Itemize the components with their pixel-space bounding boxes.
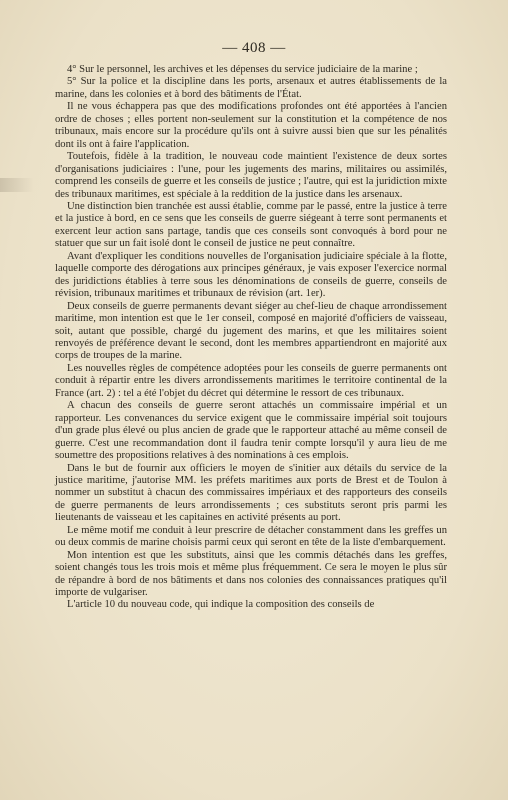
paragraph: L'article 10 du nouveau code, qui indique la composition des conseils de xyxy=(67,599,375,611)
paragraph: Dans le but de fournir aux officiers le moyen de s'initier aux détails du service de la justice maritime, j'autorise MM. les préfets maritimes aux ports de Brest et de Toulon à nommer un substitut à chacun des commissaires impériaux et des rapporteurs des conseils de guerre permanents de leurs arrondissements ; ces substituts seront pris parmi les lieutenants de vaisseau et les capitaines en activité présents au port. xyxy=(55,462,447,524)
paragraph: Les nouvelles règles de compétence adoptées pour les conseils de guerre permanents ont conduit à répartir entre les divers arrondissements maritimes le territoire continental de la France (art. 2) : tel a été l'objet du décret qui détermine le ressort de ces tribunaux. xyxy=(55,362,447,399)
page-number: — 408 — xyxy=(222,40,286,56)
paragraph: 4° Sur le personnel, les archives et les dépenses du service judiciaire de la marine ; xyxy=(67,64,418,75)
paragraph: Le même motif me conduit à leur prescrire de détacher constamment dans les greffes un ou deux commis de marine choisis parmi ceux qui seront en tête de la liste d'embarquement. xyxy=(55,524,447,549)
paragraph: Mon intention est que les substituts, ainsi que les commis détachés dans les greffes, soient changés tous les trois mois et même plus fréquemment. Ce sera le moyen le plus sûr de répandre à bord de nos bâtiments et dans nos colonies des connaissances pratiques qu'il importe de vulgariser. xyxy=(55,549,447,599)
body-text xyxy=(55,64,447,612)
paragraph: Toutefois, fidèle à la tradition, le nouveau code maintient l'existence de deux sortes d'organisations judiciaires : l'une, pour les jugements des marins, militaires ou assimilés, comprend les conseils de guerre et les conseils de justice ; l'autre, qui est la juridiction mixte des tribunaux maritimes, est spéciale à la reddition de la justice dans les arsenaux. xyxy=(55,151,447,200)
paragraph: Deux conseils de guerre permanents devant siéger au chef-lieu de chaque arrondissement maritime, mon intention est que le 1er conseil, composé en majorité d'officiers de vaisseau, soit, autant que possible, chargé du jugement des marins, et que les militaires soient renvoyés de préférence devant le second, dont les membres appartiendront en majorité aux corps de troupes de la marine. xyxy=(55,300,447,362)
margin-mark xyxy=(0,178,34,192)
paragraph: Avant d'expliquer les conditions nouvelles de l'organisation judiciaire spéciale à la flotte, laquelle comporte des dérogations aux principes généraux, je vais exposer l'exercice normal des juridictions établies à terre sous les dénominations de conseils de guerre, conseils de révision, tribunaux maritimes et tribunaux de révision (art. 1er). xyxy=(55,250,447,300)
paragraph: Une distinction bien tranchée est aussi établie, comme par le passé, entre la justice à terre et la justice à bord, en ce sens que les conseils de guerre siégeant à terre sont permanents et exercent leur action sans partage, tandis que ces conseils sont convoqués à bord pour ne statuer que sur un fait isolé dont le conseil de justice ne peut connaître. xyxy=(55,200,447,250)
paragraph: A chacun des conseils de guerre seront attachés un commissaire impérial et un rapporteur. Les convenances du service exigent que le commissaire impérial soit toujours d'un grade plus élevé ou plus ancien de grade que le rapporteur attaché au même conseil de guerre. C'est une recommandation dont il faudra tenir compte lorsqu'il y aura lieu de me soumettre des propositions relatives à des nominations à ces emplois. xyxy=(55,400,447,462)
paragraph: 5° Sur la police et la discipline dans les ports, arsenaux et autres établissements de la marine, dans les colonies et à bord des bâtiments de l'État. xyxy=(55,76,447,100)
paragraph: Il ne vous échappera pas que des modifications profondes ont été apportées à l'ancien ordre de choses ; elles portent non-seulement sur la constitution et la compétence de nos tribunaux, mais encore sur la procédure qu'ils ont à suivre aussi bien que sur les pénalités dont ils ont à faire l'application. xyxy=(55,101,447,150)
